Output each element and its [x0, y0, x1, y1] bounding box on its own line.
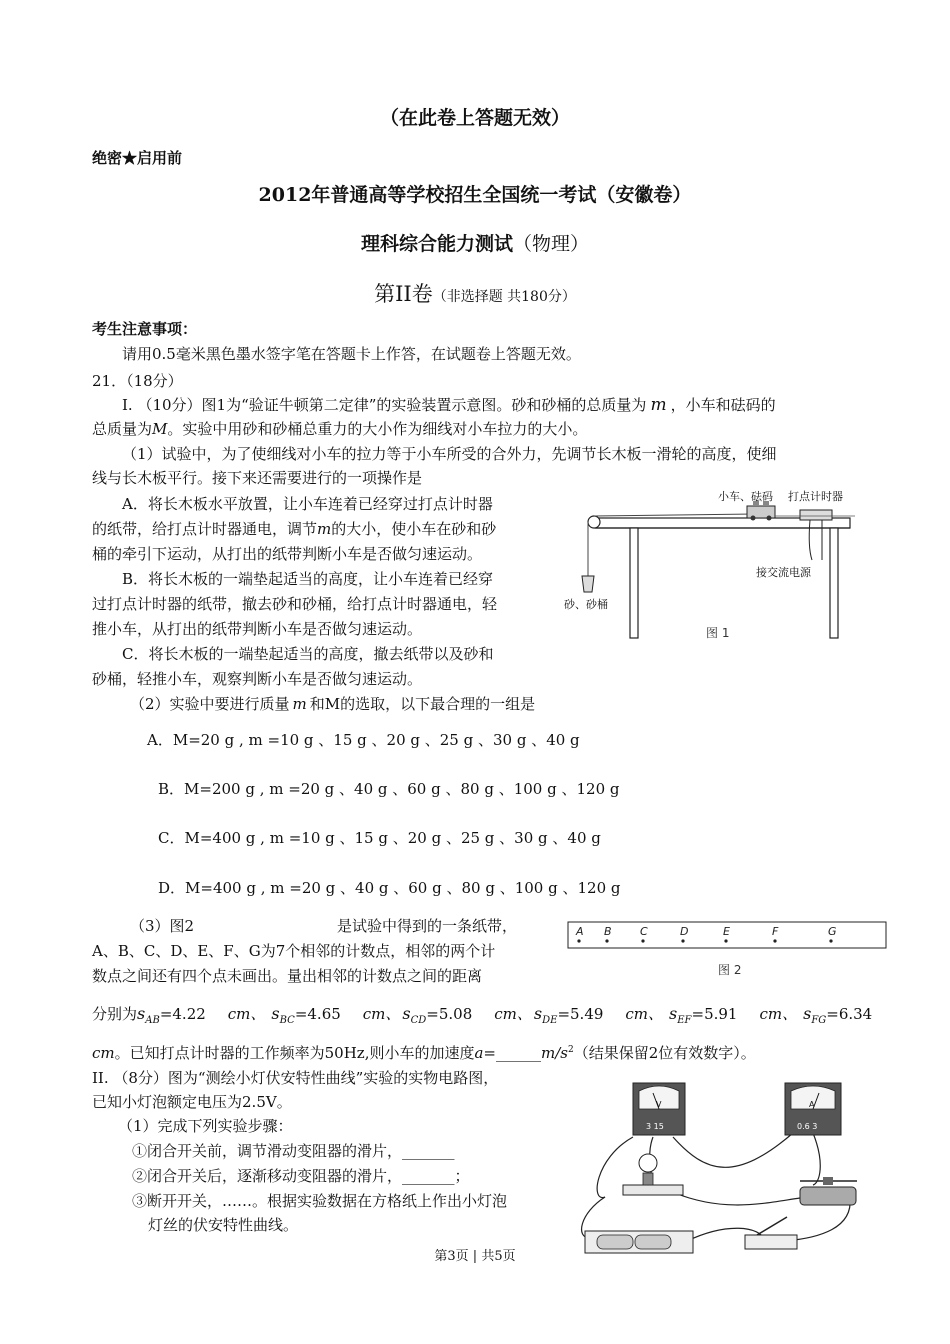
acceleration-line: [92, 1042, 756, 1063]
dist-de-value: =5.49: [557, 1005, 604, 1023]
timer: [800, 510, 832, 520]
tape-point-dot: [829, 939, 832, 942]
choice-b: B．M=200 g , m =20 g 、40 g 、60 g 、80 g 、100 g 、120 g: [158, 780, 620, 798]
dist-bc-value: =4.65: [294, 1005, 341, 1023]
option-a-line1: A．将长木板水平放置，让小车连着已经穿过打点计时器: [122, 495, 493, 513]
voltmeter-terminals: 3 15: [646, 1122, 664, 1131]
wire: [673, 1133, 793, 1167]
tape-point-label: A: [576, 925, 584, 938]
accel-sup: 2: [567, 1045, 574, 1055]
q3-line3: 数点之间还有四个点未画出。量出相邻的计数点之间的距离: [92, 967, 483, 985]
part2-line1: II. （8分）图为“测绘小灯伏安特性曲线”实验的实物电路图，: [92, 1069, 499, 1087]
choice-d: D．M=400 g , m =20 g 、40 g 、60 g 、80 g 、100 g 、120 g: [158, 879, 621, 897]
dist-bc-unit: cm、: [362, 1005, 401, 1023]
part1-line2: [92, 418, 587, 439]
accel-cm: cm: [92, 1044, 115, 1062]
accel-unit: m/s: [541, 1044, 568, 1062]
option-a-line3: 桶的牵引下运动，从打出的纸带判断小车是否做匀速运动。: [92, 545, 483, 563]
tape-point-label: C: [640, 925, 648, 938]
dist-fg-value: =6.34: [826, 1005, 873, 1023]
switch: [745, 1235, 797, 1249]
q3-line2: A、B、C、D、E、F、G为7个相邻的计数点，相邻的两个计: [92, 942, 496, 960]
accel-text-a: 。已知打点计时器的工作频率为50Hz,则小车的加速度: [114, 1044, 475, 1062]
tape-point-dot: [724, 939, 727, 942]
dist-ab-unit: cm、: [227, 1005, 266, 1023]
tape-point-dot: [577, 939, 580, 942]
cart: [747, 506, 775, 518]
var-M: M: [152, 420, 168, 438]
table-leg-left: [630, 528, 638, 638]
dist-cd-unit: cm、: [494, 1005, 532, 1023]
page-footer: 第3页 | 共5页: [434, 1249, 516, 1264]
step-1: ①闭合开关前，调节滑动变阻器的滑片，_______: [132, 1142, 455, 1160]
label-power: 接交流电源: [756, 566, 811, 579]
dist-fg-symbol: s: [803, 1004, 812, 1023]
figure-1-apparatus: [560, 484, 870, 650]
volume-title: [0, 278, 950, 308]
battery-cell: [597, 1235, 633, 1249]
step-3-line1: ③断开开关，……。根据实验数据在方格纸上作出小灯泡: [132, 1192, 508, 1210]
subject-title: [0, 229, 950, 256]
volume-label: 第II卷: [374, 282, 433, 306]
sand-bucket: [582, 576, 594, 592]
tape-point-label: G: [828, 925, 837, 938]
wire: [813, 1133, 820, 1185]
q1-line2: 线与长木板平行。接下来还需要进行的一项操作是: [92, 469, 423, 487]
accel-blank: =______: [483, 1044, 541, 1062]
ammeter-letter: A: [809, 1100, 815, 1109]
volume-note: （非选择题 共180分）: [432, 289, 576, 305]
part1-line1: [122, 394, 776, 415]
notice-title: 考生注意事项：: [92, 320, 198, 338]
dist-bc-sub: BC: [279, 1015, 295, 1026]
figure-2-caption: 图 2: [718, 963, 742, 977]
part1-text-c: 总质量为: [92, 420, 153, 438]
table-leg-right: [830, 528, 838, 638]
distances-line: [92, 1003, 872, 1026]
step-2: ②闭合开关后，逐渐移动变阻器的滑片，_______；: [132, 1167, 470, 1185]
option-b-line2: 过打点计时器的纸带，撤去砂和砂桶，给打点计时器通电，轻: [92, 595, 498, 613]
tape-point-label: E: [723, 925, 730, 938]
choice-a: A．M=20 g , m =10 g 、15 g 、20 g 、25 g 、30 g 、40 g: [147, 731, 580, 749]
dist-ab-sub: AB: [145, 1015, 160, 1026]
tape-point-label: B: [604, 925, 612, 938]
dist-cd-value: =5.08: [426, 1005, 473, 1023]
option-a-var-m: m: [317, 520, 332, 538]
step-3-line2: 灯丝的伏安特性曲线。: [148, 1216, 299, 1234]
part1-text-b: ，小车和砝码的: [670, 396, 776, 414]
dist-ef-value: =5.91: [691, 1005, 738, 1023]
lamp-base: [623, 1185, 683, 1195]
exam-title: 2012年普通高等学校招生全国统一考试（安徽卷）: [258, 184, 692, 206]
q3-fig-ref: （3）图2: [130, 917, 195, 935]
dist-de-sub: DE: [542, 1015, 558, 1026]
tape-point-label: D: [680, 925, 689, 938]
subject-bold: 理科综合能力测试: [360, 233, 513, 255]
invalid-notice: （在此卷上答题无效）: [379, 107, 570, 129]
q2-line: [130, 693, 535, 714]
tape-point-label: F: [772, 925, 779, 938]
option-a-line2: [92, 518, 496, 539]
dist-cd-sub: CD: [410, 1015, 427, 1026]
tape-point-dot: [681, 939, 684, 942]
dist-de-unit: cm、: [625, 1005, 664, 1023]
part2-q1: （1）完成下列实验步骤：: [118, 1117, 293, 1135]
rheostat: [800, 1187, 856, 1205]
var-m: m: [650, 395, 667, 415]
part2-line2: 已知小灯泡额定电压为2.5V。: [92, 1093, 292, 1111]
tape-point-dot: [641, 939, 644, 942]
q3-text-a: 是试验中得到的一条纸带，: [337, 917, 518, 935]
label-timer: 打点计时器: [788, 490, 843, 503]
q2-text-b: 和M的选取，以下最合理的一组是: [309, 695, 536, 713]
battery-cell: [635, 1235, 671, 1249]
tape-point-dot: [605, 939, 608, 942]
string: [594, 514, 755, 516]
option-c-line1: C．将长木板的一端垫起适当的高度，撤去纸带以及砂和: [122, 645, 494, 663]
distances-prefix: 分别为: [92, 1005, 138, 1023]
option-a-text-b: 的大小，使小车在砂和砂: [331, 520, 497, 538]
figure-3-circuit: [575, 1063, 865, 1275]
dist-ab-value: =4.22: [159, 1005, 206, 1023]
part1-text-d: 。实验中用砂和砂桶总重力的大小作为细线对小车拉力的大小。: [167, 420, 588, 438]
dist-de-symbol: s: [533, 1004, 543, 1023]
accel-var: a: [474, 1044, 484, 1062]
option-b-line3: 推小车，从打出的纸带判断小车是否做匀速运动。: [92, 620, 423, 638]
option-a-text-a: 的纸带，给打点计时器通电，调节: [92, 520, 318, 538]
notice-text: 请用0.5毫米黑色墨水签字笔在答题卡上作答，在试题卷上答题无效。: [122, 345, 581, 363]
figure-1-caption: 图 1: [706, 626, 730, 640]
option-c-line2: 砂桶，轻推小车，观察判断小车是否做匀速运动。: [92, 670, 423, 688]
q1-line1: （1）试验中，为了使细线对小车的拉力等于小车所受的合外力，先调节长木板一滑轮的高度，使细: [122, 445, 777, 463]
wire: [675, 1193, 800, 1205]
dist-ef-unit: cm、: [759, 1005, 798, 1023]
dist-ef-sub: EF: [677, 1015, 692, 1026]
ammeter-terminals: 0.6 3: [797, 1122, 818, 1131]
tape-point-dot: [773, 939, 776, 942]
subject-paren: （物理）: [513, 233, 590, 255]
dist-bc-symbol: s: [271, 1004, 280, 1023]
label-cart: 小车、砝码: [718, 490, 773, 503]
dist-ef-symbol: s: [669, 1004, 678, 1023]
dist-cd-symbol: s: [402, 1004, 411, 1023]
q2-text-a: （2）实验中要进行质量: [130, 695, 290, 713]
question-number: 21．（18分）: [92, 372, 183, 390]
choice-c: C．M=400 g , m =10 g 、15 g 、20 g 、25 g 、30 g 、40 g: [158, 829, 601, 847]
part1-text-a: I. （10分）图1为“验证牛顿第二定律”的实验装置示意图。砂和砂桶的总质量为: [122, 396, 647, 414]
option-b-line1: B．将长木板的一端垫起适当的高度，让小车连着已经穿: [122, 570, 494, 588]
figure-2-tape: [560, 918, 894, 984]
label-sand: 砂、砂桶: [564, 598, 608, 611]
lamp-bulb-icon: [639, 1154, 657, 1172]
secret-label: 绝密★启用前: [92, 149, 183, 167]
pulley: [588, 516, 600, 528]
voltmeter-letter: V: [656, 1100, 662, 1109]
accel-text-c: （结果保留2位有效数字）。: [573, 1044, 756, 1062]
q2-var-m: m: [292, 695, 307, 713]
dist-fg-sub: FG: [811, 1015, 827, 1026]
dist-ab-symbol: s: [137, 1004, 146, 1023]
